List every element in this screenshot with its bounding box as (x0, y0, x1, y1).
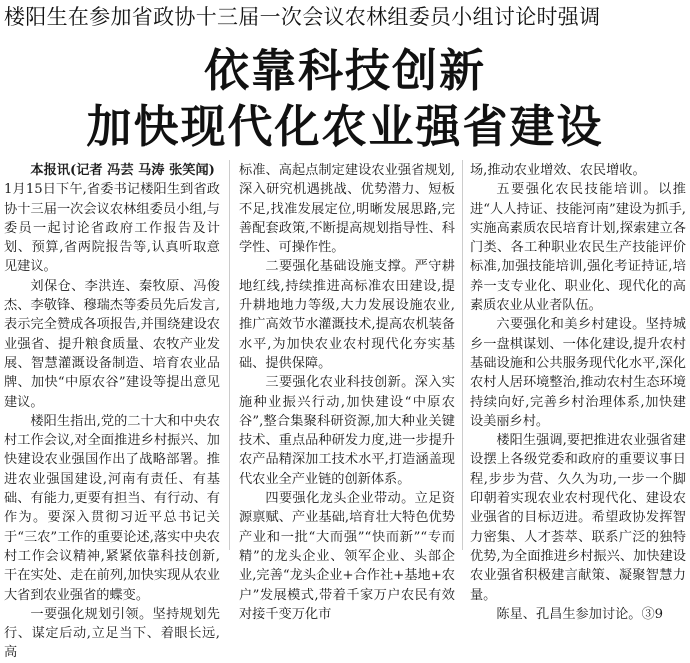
paragraph: 场,推动农业增效、农民增收。 (470, 163, 646, 178)
paragraph: 标准、高起点制定建设农业强省规划,深入研究机遇挑战、优势潜力、短板不足,找准发展定位,明晰发展思路,完善配套政策,不断提高规划指导性、科学性、可操作性。 (239, 163, 455, 256)
article-column-2 (239, 161, 455, 622)
paragraph: 五要强化农民技能培训。以推进“人人持证、技能河南”建设为抓手,实施高素质农民培育计划,探索建立各门类、各工种职业农民生产技能评价标准,加强技能培训,强化考证持证,培养一支专业化、职业化、现代化的高素质农业从业者队伍。 (470, 182, 686, 314)
paragraph: 一要强化规划引领。坚持规划先行、谋定后动,立足当下、着眼长远,高 (4, 606, 220, 661)
paragraph: 二要强化基础设施支撑。严守耕地红线,持续推进高标准农田建设,提升耕地地力等级,大力发展设施农业,推广高效节水灌溉技术,提高农机装备水平,为加快农业农村现代化夯实基础、提供保障。 (239, 259, 455, 371)
paragraph: 楼阳生强调,要把推进农业强省建设摆上各级党委和政府的重要议事日程,步步为营、久久为功,一步一个脚印朝着实现农业农村现代化、建设农业强省的目标迈进。希望政协发挥智力密集、人才荟萃、联系广泛的独特优势,为全面推进乡村振兴、加快建设农业强省积极建言献策、凝聚智慧力量。 (470, 433, 686, 603)
paragraph: 陈星、孔昌生参加讨论。③9 (496, 606, 664, 622)
column-divider (462, 160, 463, 550)
article-column-1 (4, 161, 220, 661)
paragraph: 楼阳生指出,党的二十大和中央农村工作会议,对全面推进乡村振兴、加快建设农业强国作出了战略部署。推进农业强国建设,河南有责任、有基础、有能力,更要有担当、有行动、有作为。要深入贯彻习近平总书记关于“三农”工作的重要论述,落实中央农村工作会议精神,紧紧依靠科技创新,干在实处、走在前列,加快实现从农业大省到农业强省的蝶变。 (4, 413, 220, 603)
paragraph: 四要强化龙头企业带动。立足资源禀赋、产业基础,培育壮大特色优势产业和一批“大而强”“快而新”“专而精”的龙头企业、领军企业、头部企业,完善“龙头企业+合作社+基地+农户”发展模式,带着千家万户农民有效对接千变万化市 (239, 491, 455, 622)
paragraph: 刘保仓、李洪连、秦牧原、冯俊杰、李敬锋、穆瑞杰等委员先后发言,表示完全赞成各项报告,并围绕建设农业强省、提升粮食质量、农牧产业发展、智慧灌溉设备制造、培育农业品牌、加快“中原农谷”建设等提出意见建议。 (4, 278, 220, 410)
headline-line-2: 加快现代化农业强省建设 (86, 100, 604, 153)
paragraph: 1月15日下午,省委书记楼阳生到省政协十三届一次会议农林组委员小组,与委员一起讨论省政府工作报告及计划、预算,省两院报告等,认真听取意见建议。 (4, 182, 220, 275)
article-subheadline: 楼阳生在参加省政协十三届一次会议农林组委员小组讨论时强调 (4, 5, 601, 29)
headline-line-1: 依靠科技创新 (203, 44, 486, 97)
column-divider (229, 160, 230, 550)
paragraph: 三要强化农业科技创新。深入实施种业振兴行动,加快建设“中原农谷”,整合集聚科研资源,加大种业关键技术、重点品种研发力度,进一步提升农产品精深加工技术水平,打造涵盖现代农业全产业链的创新体系。 (239, 375, 455, 487)
paragraph: 六要强化和美乡村建设。坚持城乡一盘棋谋划、一体化建设,提升农村基础设施和公共服务现代化水平,深化农村人居环境整治,推动农村生态环境持续向好,完善乡村治理体系,加快建设美丽乡村。 (470, 317, 686, 429)
article-column-3 (470, 161, 686, 622)
byline: 本报讯(记者 冯芸 马涛 张笑闻) (30, 163, 215, 178)
